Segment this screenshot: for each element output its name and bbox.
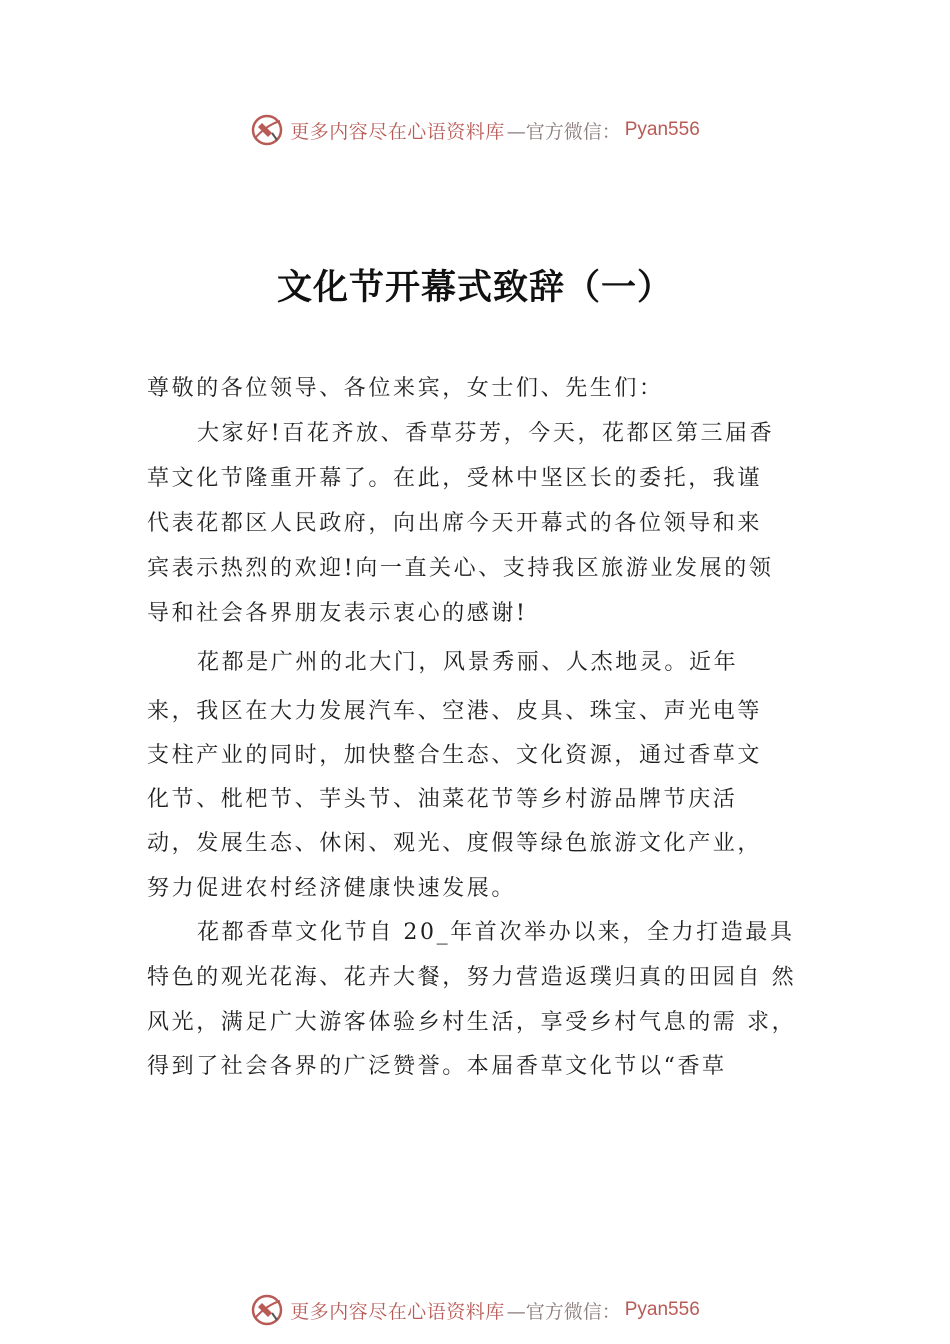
body-line: 支柱产业的同时，加快整合生态、文化资源，通过香草文	[147, 743, 763, 768]
body-line: 努力促进农村经济健康快速发展。	[147, 876, 517, 901]
body-line: 得到了社会各界的广泛赞誉。本届香草文化节以“香草	[147, 1054, 727, 1079]
body-line: 导和社会各界朋友表示衷心的感谢!	[147, 601, 528, 626]
header-banner	[0, 110, 950, 150]
banner-text: 更多内容尽在心语资料库	[290, 1300, 505, 1323]
body-line: 尊敬的各位领导、各位来宾，女士们、先生们：	[147, 376, 664, 401]
body-line: 代表花都区人民政府，向出席今天开幕式的各位领导和来	[147, 511, 763, 536]
body-line: 花都香草文化节自 20_年首次举办以来，全力打造最具	[197, 920, 795, 945]
wechat-id: Pyan556	[624, 119, 700, 140]
banner-separator: —官方微信：	[506, 120, 621, 143]
body-line: 草文化节隆重开幕了。在此，受林中坚区长的委托，我谨	[147, 466, 763, 491]
body-line: 动，发展生态、休闲、观光、度假等绿色旅游文化产业，	[147, 831, 763, 856]
body-line: 花都是广州的北大门，风景秀丽、人杰地灵。近年	[197, 650, 739, 675]
body-line: 风光，满足广大游客体验乡村生活，享受乡村气息的需 求，	[147, 1010, 797, 1035]
pen-logo-icon	[250, 113, 284, 147]
body-line: 特色的观光花海、花卉大餐，努力营造返璞归真的田园自 然	[147, 965, 797, 990]
document-title: 文化节开幕式致辞（一）	[276, 267, 673, 308]
banner-text: 更多内容尽在心语资料库	[290, 120, 505, 143]
body-line: 大家好!百花齐放、香草芬芳，今天，花都区第三届香	[197, 421, 775, 446]
body-line: 化节、枇杷节、芋头节、油菜花节等乡村游品牌节庆活	[147, 787, 738, 812]
body-line: 来，我区在大力发展汽车、空港、皮具、珠宝、声光电等	[147, 699, 763, 724]
footer-banner	[0, 1290, 950, 1330]
body-line: 宾表示热烈的欢迎!向一直关心、支持我区旅游业发展的领	[147, 556, 774, 581]
pen-logo-icon	[250, 1293, 284, 1327]
banner-separator: —官方微信：	[506, 1300, 621, 1323]
wechat-id: Pyan556	[624, 1299, 700, 1320]
